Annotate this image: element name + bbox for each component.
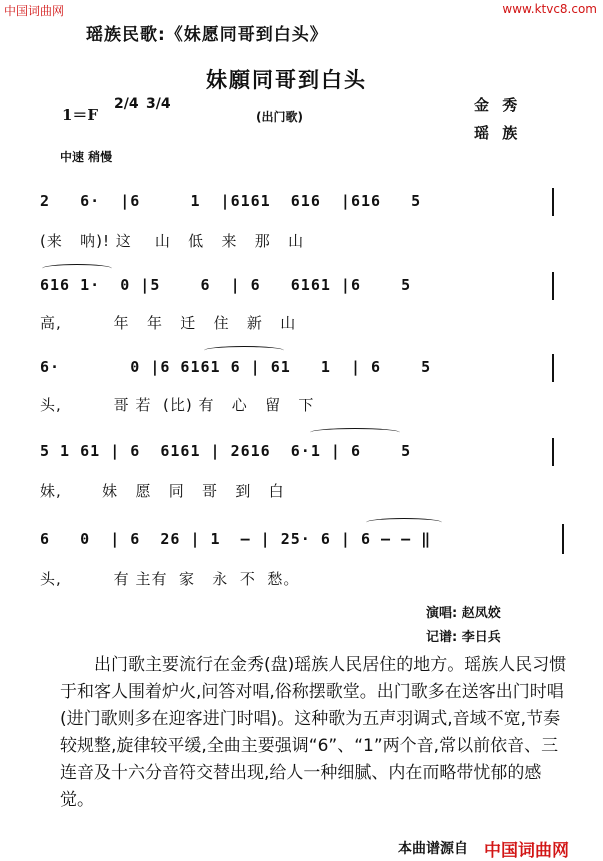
- footer-label: 本曲谱源自: [398, 841, 468, 857]
- footer-site-link[interactable]: 中国词曲网: [484, 841, 569, 861]
- notation-line: 5 1 61 | 6 6161 | 2616 6·1 | 6 5: [40, 442, 412, 460]
- time-sig-fraction: 3/4: [146, 96, 171, 112]
- watermark-top-left: 中国词曲网: [4, 4, 65, 18]
- notation-line: 616 1· 0 |5 6 | 6 6161 |6 5: [40, 276, 412, 294]
- slur: [204, 346, 284, 355]
- time-signature-1: [114, 96, 139, 112]
- singer-credit: 演唱: 赵凤姣: [426, 606, 501, 621]
- slur: [42, 264, 112, 273]
- time-sig-fraction: 2/4: [114, 96, 139, 112]
- lyric-line: 妹, 妹 愿 同 哥 到 白: [40, 482, 285, 500]
- notation-line: 2 6· |6 1 |6161 616 |616 5: [40, 192, 422, 210]
- score-system-5: [0, 512, 603, 588]
- lyric-line: 头, 有 主有 家 永 不 愁。: [40, 570, 300, 588]
- song-subtitle: (出门歌): [256, 110, 303, 124]
- song-header: 瑶族民歌:《妹愿同哥到白头》: [86, 25, 328, 45]
- page-title: 妹願同哥到白头: [206, 68, 367, 92]
- lyric-line: (来 呐)! 这 山 低 来 那 山: [40, 232, 305, 250]
- lyric-line: 高, 年 年 迁 住 新 山: [40, 314, 297, 332]
- score-system-3: [0, 344, 603, 414]
- final-barline: [562, 524, 564, 554]
- tempo-marking: 中速 稍慢: [60, 150, 113, 164]
- slur: [366, 518, 442, 527]
- barline: [552, 272, 554, 300]
- score-system-1: [0, 180, 603, 250]
- lyric-line: 头, 哥 若 (比) 有 心 留 下: [40, 396, 315, 414]
- barline: [552, 188, 554, 216]
- barline: [552, 354, 554, 382]
- watermark-top-right: www.ktvc8.com: [502, 2, 597, 16]
- barline: [552, 438, 554, 466]
- attribution-line1: 金 秀: [474, 96, 522, 114]
- recorder-credit: 记谱: 李日兵: [426, 630, 501, 645]
- description-text: 出门歌主要流行在金秀(盘)瑶族人民居住的地方。瑶族人民习惯于和客人围着炉火,问答对唱,俗称摆歌堂。出门歌多在送客出门时唱(进门歌则多在迎客进门时唱)。这种歌为五声羽调式,音域不宽,节奏较规整,旋律较平缓,全曲主要强调“6”、“1”两个音,常以前依音、三连音及十六分音符交替出现,给人一种细腻、内在而略带忧郁的感觉。: [60, 655, 567, 810]
- notation-line: 6 0 | 6 26 | 1 — | 25· 6 | 6 — — ‖: [40, 530, 432, 548]
- attribution-line2: 瑶 族: [474, 124, 522, 142]
- score-system-2: [0, 262, 603, 332]
- notation-line: 6· 0 |6 6161 6 | 61 1 | 6 5: [40, 358, 432, 376]
- time-signature-2: [146, 96, 171, 112]
- key-signature: 1＝F: [62, 106, 99, 124]
- score-system-4: [0, 426, 603, 500]
- description-paragraph: [60, 652, 570, 814]
- slur: [310, 428, 400, 437]
